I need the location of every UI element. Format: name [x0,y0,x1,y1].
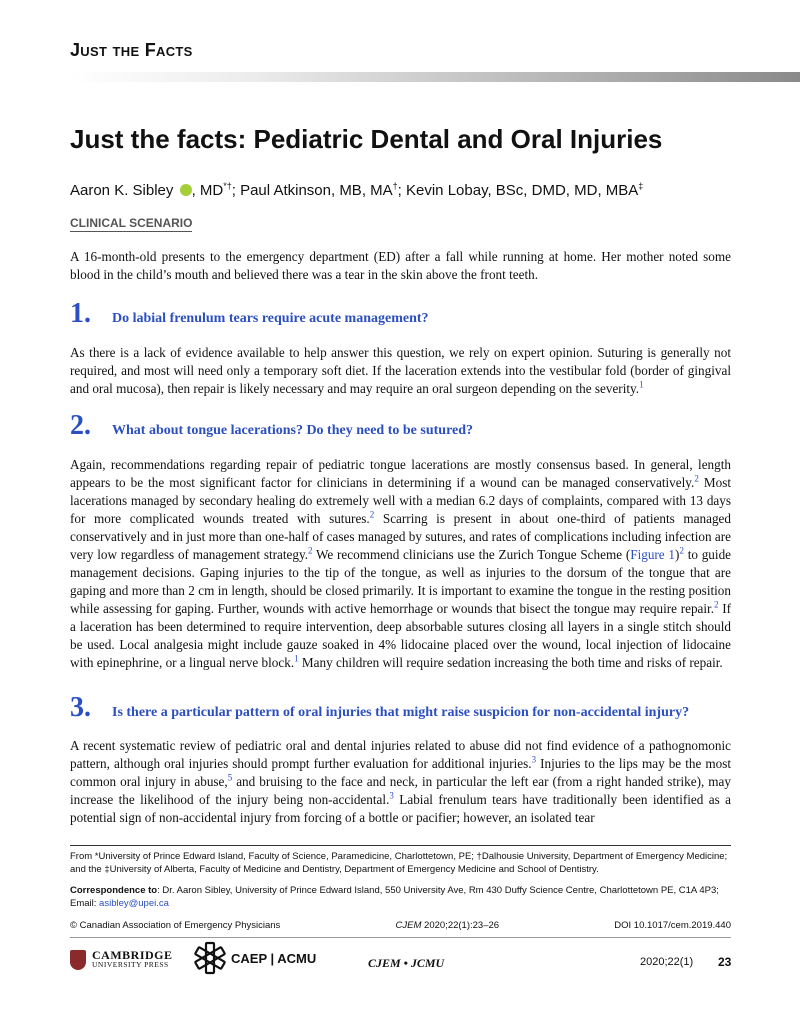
article-title: Just the facts: Pediatric Dental and Oral Injuries [70,124,663,154]
figure-link[interactable]: Figure 1 [630,547,676,562]
answer-text-span: to guide management decisions. Gaping injuries to the tip of the tongue, as well as injuries to the dorsum of the tongue that are gaping and more than 2 cm in length, should be closed primarily. It is important to examine the tongue in the resting position while assessing for gaping. Further, wounds with active hemorrhage or wounds that bisect the tongue may require repair. [70,547,732,616]
author-name: ; Paul Atkinson, MB, MA [231,182,393,199]
reference-link[interactable]: 5 [227,772,233,783]
answer-text [70,344,731,398]
author-marks: † [392,181,398,191]
question-number: 3. [70,692,91,723]
answer-text-span: We recommend clinicians use the Zurich Tongue Scheme ( [312,547,631,562]
reference-link[interactable]: 1 [639,379,644,390]
citation [396,920,500,931]
footnote-rule [70,845,731,846]
answer-text-span: Labial frenulum tears have traditionally been identified as a potential sign of non-accidental injury from forcing of a bottle or pacifier; however, an isolated tear [70,792,732,825]
author-line [70,182,643,199]
author-name: ; Kevin Lobay, BSc, DMD, MD, MBA [397,182,639,199]
publisher-name: CAMBRIDGE [92,948,173,962]
publisher-wordmark [92,950,173,970]
reference-link[interactable]: 1 [294,653,299,664]
header-rule [70,72,800,82]
publisher-logo [70,950,173,970]
doi[interactable]: DOI 10.1017/cem.2019.440 [614,920,731,931]
copyright: © Canadian Association of Emergency Physicians [70,920,281,931]
correspondence [70,884,731,910]
footer-rule [70,937,731,938]
question-text: Is there a particular pattern of oral injuries that might raise suspicion for non-accidental injury? [112,705,690,720]
reference-link[interactable]: 2 [308,545,313,556]
page-number: 23 [718,955,732,969]
answer-text-span: Scarring is present in about one-third of patients managed conservatively and in just more than one-half of cases managed by sutures, and rates of complications including infection are very low regardless of management strategy. [70,511,731,562]
question-heading [70,410,473,442]
answer-text-span: If a laceration has been determined to require intervention, deep absorbable sutures closing all layers in a single stitch should be used. Local analgesia might include gauze soaked in 4% lidocaine placed over the wound, local injection of lidocaine with epinephrine, or a lingual nerve block. [70,601,731,670]
star-of-life-icon [193,941,227,975]
correspondence-text: : Dr. Aaron Sibley, University of Prince Edward Island, 550 University Ave, Rm 430 Duffy Science Centre, Charlottetown PE, C1A 4P3; Email: [70,885,719,909]
journal-name: CJEM • JCMU [368,956,445,970]
citation-volume: 2020;22(1):23–26 [421,920,500,931]
scenario-text: A 16-month-old presents to the emergency department (ED) after a fall while running at home. Her mother noted some blood in the child’s mouth and believed there was a tear in the skin above the front teeth. [70,249,731,282]
answer-text [70,456,731,672]
reference-link[interactable]: 3 [531,754,537,765]
answer-text-span: Again, recommendations regarding repair of pediatric tongue lacerations are mostly consensus based. In general, length appears to be the most significant factor for clinicians in determining if a wound can be managed conservatively. [70,457,731,490]
citation-journal: CJEM [395,920,422,931]
question-heading [70,298,429,330]
correspondence-label: Correspondence to [70,885,158,896]
reference-link[interactable]: 2 [679,545,684,556]
question-number: 1. [70,298,91,329]
society-name: CAEP | ACMU [231,950,317,966]
answer-text-span: and bruising to the face and neck, in particular the left ear (from a right handed strike), may increase the likelihood of the injury being non-accidental. [70,774,731,807]
question-text: Do labial frenulum tears require acute management? [112,311,429,326]
reference-link[interactable]: 2 [694,473,699,484]
issue: 2020;22(1) [640,956,694,968]
email-link[interactable]: asibley@upei.ca [99,898,169,909]
affiliations: From *University of Prince Edward Island, Faculty of Science, Paramedicine, Charlottetown, PE; †Dalhousie University, Department of Emergency Medicine; and the ‡University of Alberta, Faculty of Medicine and Dentistry, Department of Emergency Medicine and School of Dentistry. [70,851,728,875]
question-text: What about tongue lacerations? Do they need to be sutured? [112,423,474,438]
reference-link[interactable]: 3 [389,790,394,801]
citation-line [70,920,731,931]
orcid-icon[interactable] [180,184,192,196]
answer-text-span: Injuries to the lips may be the most common oral injury in abuse, [70,756,731,789]
answer-text-span: Most lacerations managed by secondary healing do extremely well with a median 6.2 days of complaints, compared with 13 days for more complicated wounds treated with sutures. [70,475,731,526]
question-number: 2. [70,410,91,441]
reference-link[interactable]: 2 [369,509,375,520]
reference-link[interactable]: 2 [714,599,719,610]
answer-text-span: A recent systematic review of pediatric oral and dental injuries related to abuse did not find evidence of a pathognomonic pattern, although oral injuries should prompt further evaluation for additional injuries. [70,738,731,771]
section-label: Just the Facts [70,40,193,60]
question-heading [70,692,689,724]
shield-icon [70,950,86,970]
answer-text-span: Many children will require sedation increasing the both time and risks of repair. [298,655,723,670]
scenario-label: CLINICAL SCENARIO [70,216,193,230]
publisher-sub: UNIVERSITY PRESS [92,960,169,969]
answer-text [70,737,731,827]
author-name: Aaron K. Sibley [70,182,174,199]
answer-text-span: As there is a lack of evidence available to help answer this question, we rely on expert opinion. Suturing is generally not required, and most will need only a temporary soft diet. If the laceration extends into the vestibular fold (border of gingival and oral mucosa), then repair is likely necessary and may require an oral surgeon depending on the severity. [70,345,731,396]
author-marks: *† [223,181,232,191]
author-degree: , MD [191,182,224,199]
society-logo [193,941,316,975]
author-marks: ‡ [638,181,644,191]
answer-text-span: ) [675,547,680,562]
